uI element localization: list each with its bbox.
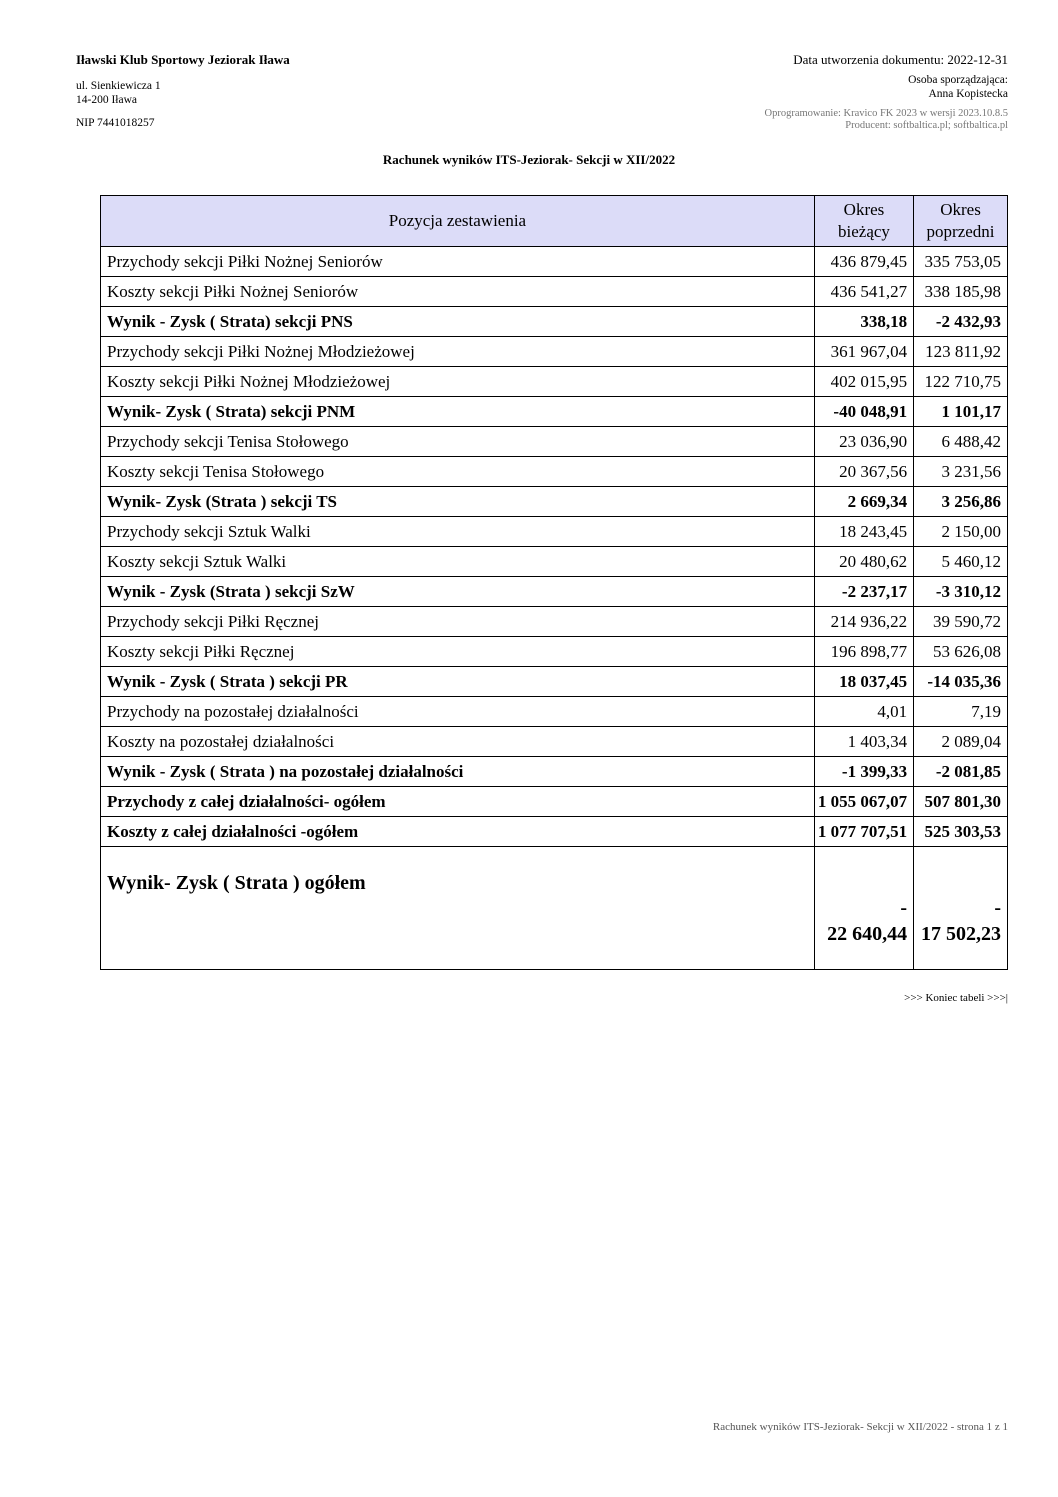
address-street: ul. Sienkiewicza 1 [76, 80, 161, 92]
row-current-value: 20 480,62 [814, 547, 913, 577]
row-previous-value: 1 101,17 [914, 397, 1008, 427]
row-label: Wynik- Zysk ( Strata) sekcji PNM [101, 397, 815, 427]
table-row [101, 427, 1008, 457]
row-current-value: 18 243,45 [814, 517, 913, 547]
row-previous-value: 123 811,92 [914, 337, 1008, 367]
row-label: Wynik - Zysk (Strata ) sekcji SzW [101, 577, 815, 607]
header-previous-line2: poprzedni [926, 222, 995, 241]
table-row [101, 457, 1008, 487]
row-previous-value: 2 089,04 [914, 727, 1008, 757]
income-statement-table [100, 195, 1008, 970]
address-city: 14-200 Iława [76, 94, 137, 106]
row-current-value: 402 015,95 [814, 367, 913, 397]
table-row [101, 517, 1008, 547]
row-current-value: 4,01 [814, 697, 913, 727]
row-label: Wynik - Zysk ( Strata) sekcji PNS [101, 307, 815, 337]
table-row [101, 817, 1008, 847]
row-previous-value: -14 035,36 [914, 667, 1008, 697]
row-label: Przychody sekcji Piłki Ręcznej [101, 607, 815, 637]
row-previous-value: 6 488,42 [914, 427, 1008, 457]
software-info [765, 108, 1009, 132]
row-previous-value: 39 590,72 [914, 607, 1008, 637]
row-label: Koszty sekcji Tenisa Stołowego [101, 457, 815, 487]
table-body [101, 247, 1008, 847]
table-row [101, 337, 1008, 367]
row-previous-value: 5 460,12 [914, 547, 1008, 577]
row-current-value: 2 669,34 [814, 487, 913, 517]
total-result-label: Wynik- Zysk ( Strata ) ogółem [101, 847, 815, 970]
row-current-value: 214 936,22 [814, 607, 913, 637]
row-label: Koszty na pozostałej działalności [101, 727, 815, 757]
row-current-value: -1 399,33 [814, 757, 913, 787]
row-label: Przychody z całej działalności- ogółem [101, 787, 815, 817]
table-row [101, 757, 1008, 787]
row-current-value: 1 403,34 [814, 727, 913, 757]
row-previous-value: 507 801,30 [914, 787, 1008, 817]
row-label: Przychody sekcji Piłki Nożnej Seniorów [101, 247, 815, 277]
row-current-value: 20 367,56 [814, 457, 913, 487]
row-label: Koszty sekcji Piłki Ręcznej [101, 637, 815, 667]
total-current-sign: - [900, 897, 908, 919]
row-current-value: 338,18 [814, 307, 913, 337]
software-version: Oprogramowanie: Kravico FK 2023 w wersji 2023.10.8.5 [764, 108, 1008, 119]
table-row [101, 637, 1008, 667]
end-of-table-marker: >>> Koniec tabeli >>>| [904, 992, 1008, 1004]
row-previous-value: 3 231,56 [914, 457, 1008, 487]
row-previous-value: 3 256,86 [914, 487, 1008, 517]
header-current-line1: Okres [843, 200, 885, 219]
row-previous-value: 338 185,98 [914, 277, 1008, 307]
table-row [101, 577, 1008, 607]
row-previous-value: -3 310,12 [914, 577, 1008, 607]
row-previous-value: 53 626,08 [914, 637, 1008, 667]
row-previous-value: 2 150,00 [914, 517, 1008, 547]
row-current-value: 23 036,90 [814, 427, 913, 457]
table-row [101, 727, 1008, 757]
total-previous-sign: - [994, 897, 1001, 919]
row-current-value: 361 967,04 [814, 337, 913, 367]
header-previous-line1: Okres [940, 200, 981, 219]
row-label: Przychody sekcji Tenisa Stołowego [101, 427, 815, 457]
row-label: Koszty z całej działalności -ogółem [101, 817, 815, 847]
table-row [101, 787, 1008, 817]
document-title: Rachunek wyników ITS-Jeziorak- Sekcji w XII/2022 [382, 152, 676, 167]
row-current-value: 436 879,45 [814, 247, 913, 277]
row-label: Koszty sekcji Sztuk Walki [101, 547, 815, 577]
row-label: Wynik - Zysk ( Strata ) sekcji PR [101, 667, 815, 697]
table-row [101, 667, 1008, 697]
tax-id: NIP 7441018257 [76, 117, 155, 129]
total-current-amount: 22 640,44 [827, 923, 908, 945]
row-previous-value: 525 303,53 [914, 817, 1008, 847]
table-row [101, 487, 1008, 517]
table-row [101, 697, 1008, 727]
header-current-line2: bieżący [838, 222, 890, 241]
header-previous-period [914, 196, 1008, 247]
row-previous-value: -2 081,85 [914, 757, 1008, 787]
row-previous-value: 122 710,75 [914, 367, 1008, 397]
row-previous-value: 7,19 [914, 697, 1008, 727]
row-current-value: -40 048,91 [814, 397, 913, 427]
prepared-by [908, 73, 1008, 101]
row-current-value: -2 237,17 [814, 577, 913, 607]
row-label: Przychody sekcji Sztuk Walki [101, 517, 815, 547]
row-label: Koszty sekcji Piłki Nożnej Młodzieżowej [101, 367, 815, 397]
total-current-value [814, 847, 913, 970]
table-row [101, 247, 1008, 277]
row-label: Koszty sekcji Piłki Nożnej Seniorów [101, 277, 815, 307]
header-position: Pozycja zestawienia [101, 196, 815, 247]
row-current-value: 196 898,77 [814, 637, 913, 667]
software-producer: Producent: softbaltica.pl; softbaltica.pl [845, 120, 1008, 131]
total-previous-value [914, 847, 1008, 970]
total-result-row [101, 847, 1008, 970]
row-label: Wynik- Zysk (Strata ) sekcji TS [101, 487, 815, 517]
organization-address [76, 79, 161, 107]
row-current-value: 1 055 067,07 [814, 787, 913, 817]
row-current-value: 1 077 707,51 [814, 817, 913, 847]
row-label: Przychody sekcji Piłki Nożnej Młodzieżowej [101, 337, 815, 367]
header-current-period [814, 196, 913, 247]
row-current-value: 18 037,45 [814, 667, 913, 697]
row-label: Przychody na pozostałej działalności [101, 697, 815, 727]
row-label: Wynik - Zysk ( Strata ) na pozostałej działalności [101, 757, 815, 787]
table-row [101, 367, 1008, 397]
table-row [101, 307, 1008, 337]
page-footer: Rachunek wyników ITS-Jeziorak- Sekcji w XII/2022 - strona 1 z 1 [712, 1421, 1008, 1433]
row-previous-value: -2 432,93 [914, 307, 1008, 337]
creation-date: Data utworzenia dokumentu: 2022-12-31 [793, 52, 1008, 67]
prepared-by-name: Anna Kopistecka [928, 88, 1008, 100]
table-header-row [101, 196, 1008, 247]
prepared-by-label: Osoba sporządzająca: [908, 74, 1008, 86]
organization-name: Iławski Klub Sportowy Jeziorak Iława [76, 52, 290, 67]
total-previous-amount: 17 502,23 [921, 923, 1001, 945]
row-previous-value: 335 753,05 [914, 247, 1008, 277]
table-row [101, 547, 1008, 577]
row-current-value: 436 541,27 [814, 277, 913, 307]
table-row [101, 277, 1008, 307]
table-row [101, 397, 1008, 427]
table-row [101, 607, 1008, 637]
